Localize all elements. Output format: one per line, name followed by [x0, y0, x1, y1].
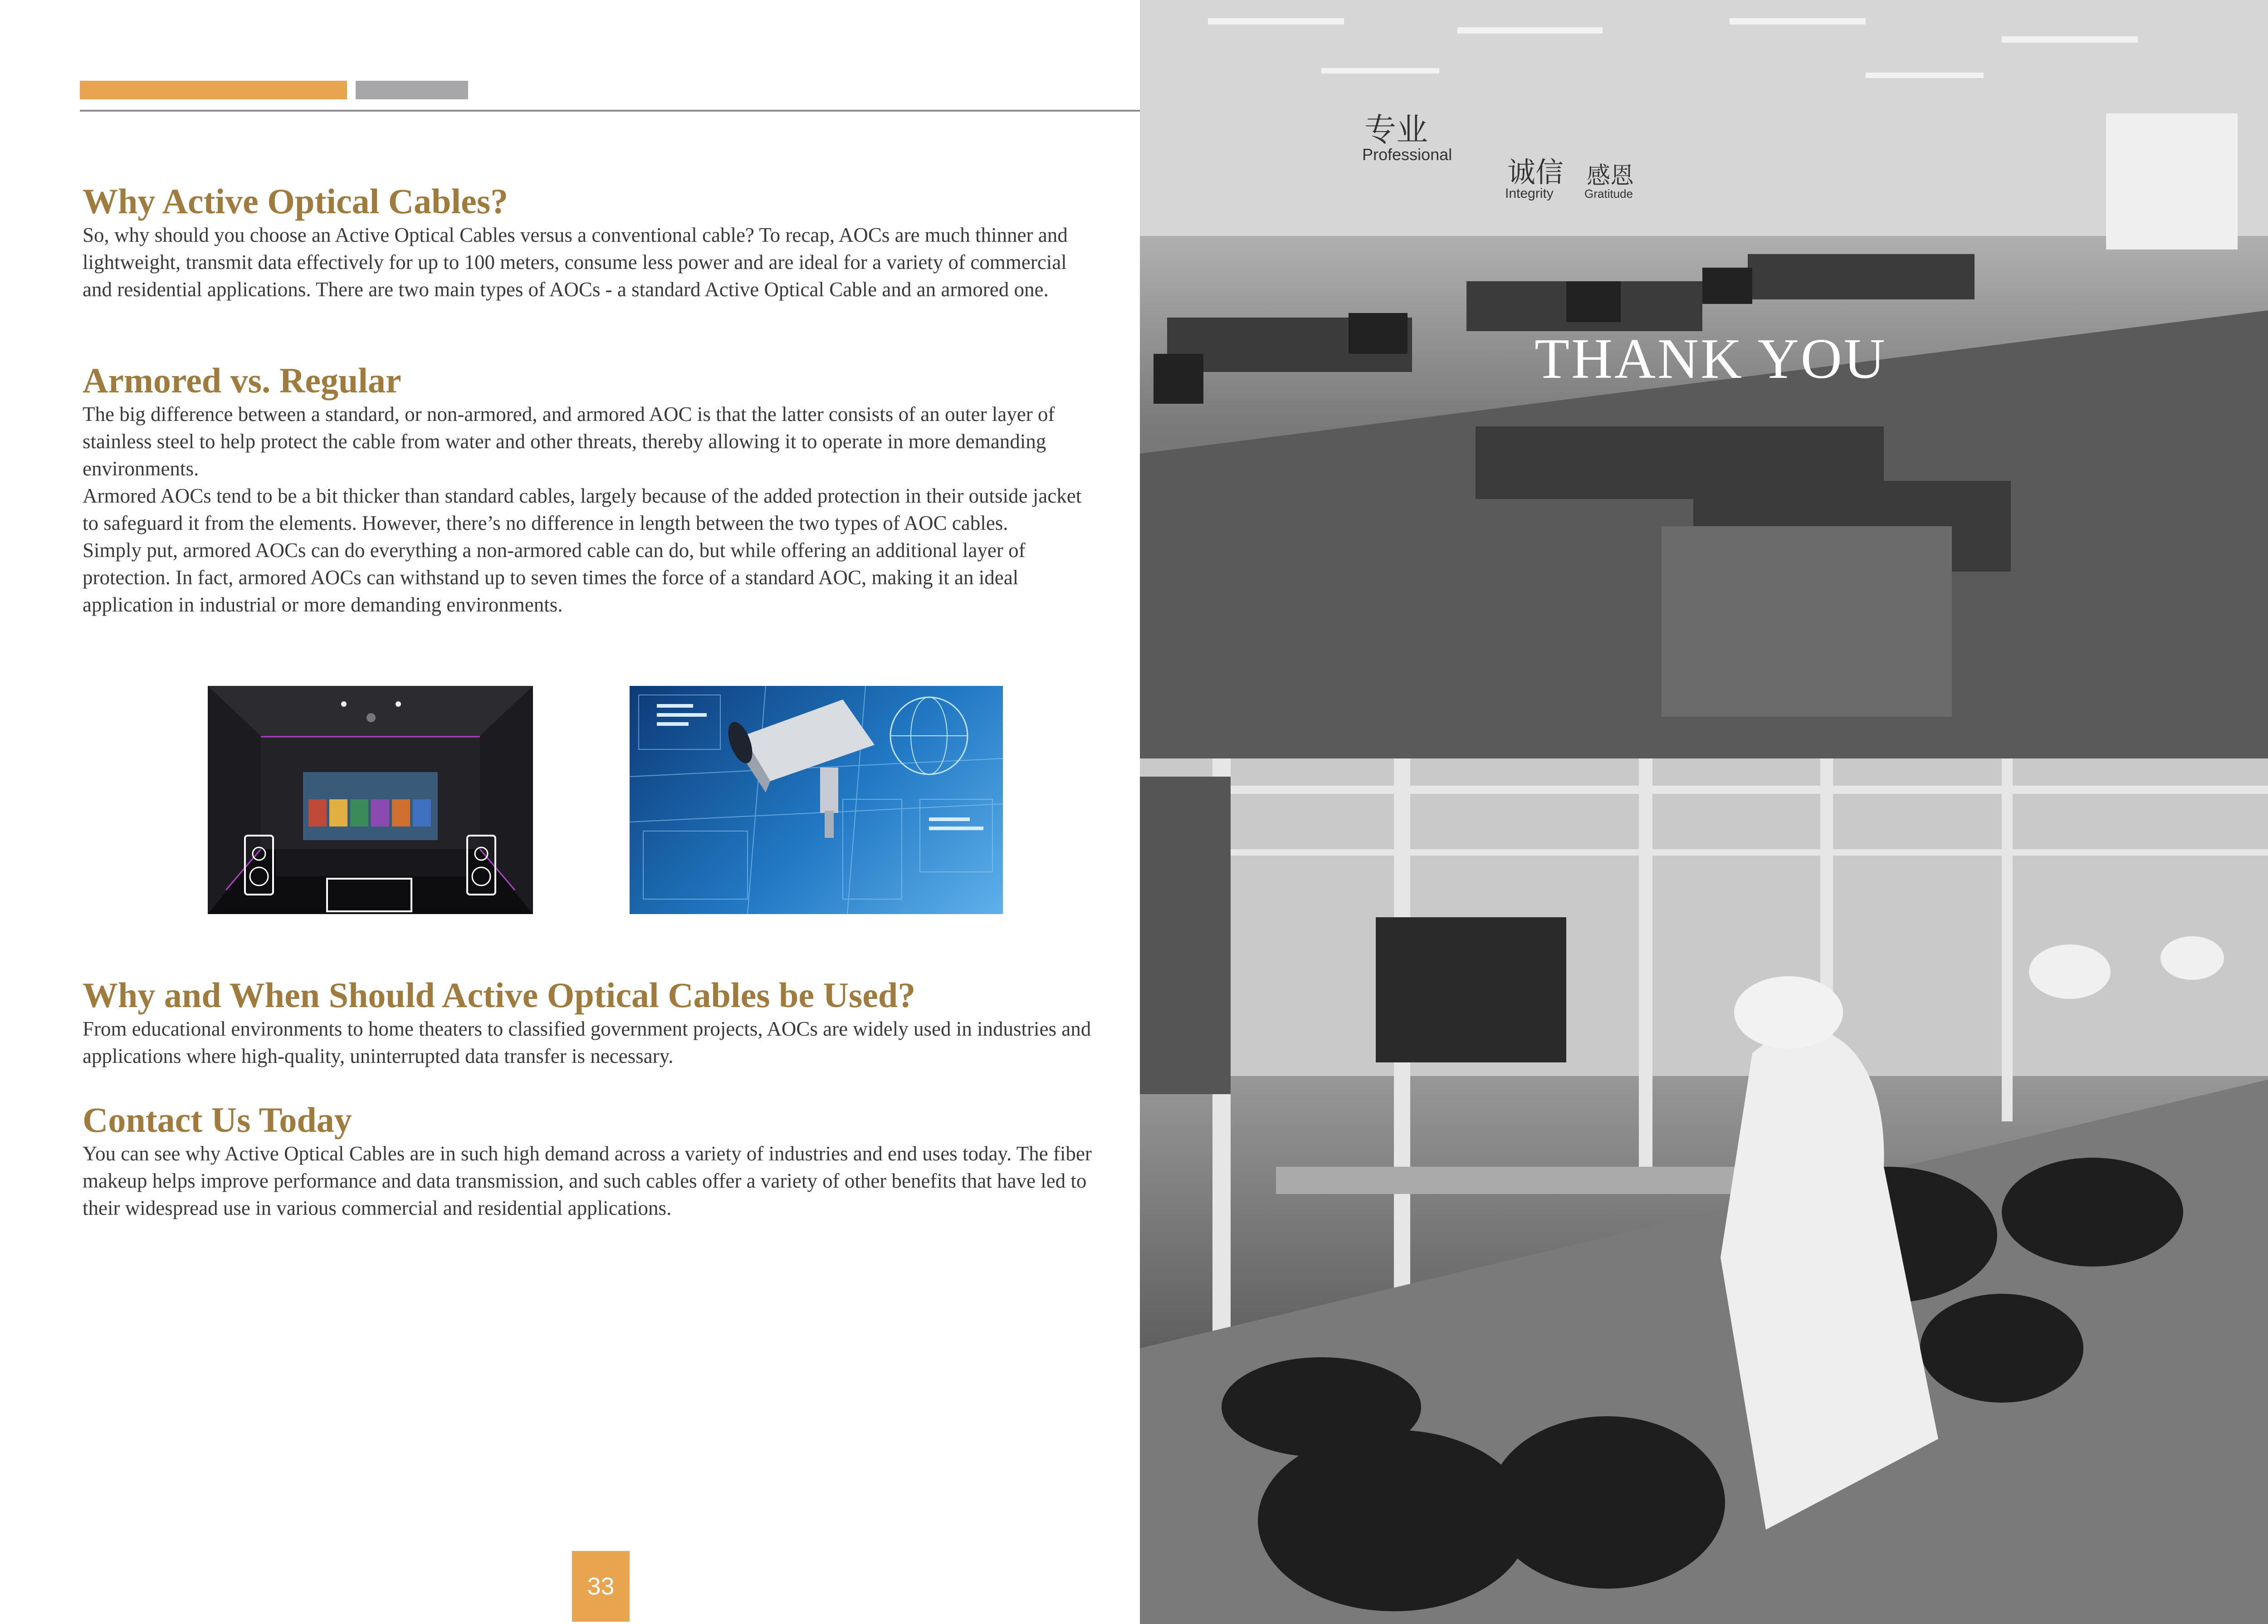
wall-sign: Gratitude	[1584, 187, 1633, 201]
section-body: From educational environments to home theaters to classified government projects, AOCs are widely used in industries and applications where high-quality, uninterrupted data transfer is necessary.	[83, 1017, 1091, 1067]
wall-sign: 诚信	[1507, 157, 1564, 188]
wall-sign: 感恩	[1587, 163, 1634, 189]
section-heading: Why Active Optical Cables?	[83, 181, 508, 221]
header-accent-bar-orange	[80, 81, 347, 99]
surveillance-image	[630, 686, 1003, 914]
section-contact	[83, 1100, 1094, 1222]
thank-you-overlay: THANK YOU	[1535, 328, 1887, 391]
section-armored-vs-regular	[83, 361, 1094, 618]
wall-sign: Integrity	[1505, 186, 1554, 201]
section-paragraph: Simply put, armored AOCs can do everything a non-armored cable can do, but while offering an additional layer of protection. In fact, armored AOCs can withstand up to seven times the force of a standard AOC, making it an ideal application in industrial or more demanding environments.	[83, 539, 1026, 616]
section-paragraph: The big difference between a standard, or non-armored, and armored AOC is that the latter consists of an outer layer of stainless steel to help protect the cable from water and other threats, thereby allowing it to operate in more demanding environments.	[83, 403, 1055, 480]
office-photo	[1140, 0, 2268, 758]
section-body: So, why should you choose an Active Optical Cables versus a conventional cable? To recap, AOCs are much thinner and lightweight, transmit data effectively for up to 100 meters, consume less power and are ideal for a variety of commercial and residential applications. There are two main types of AOCs - a standard Active Optical Cable and an armored one.	[83, 224, 1068, 301]
header-accent-bar-gray	[356, 81, 468, 99]
section-paragraph: Armored AOCs tend to be a bit thicker than standard cables, largely because of the added protection in their outside jacket to safeguard it from the elements. However, there’s no difference in length between the two types of AOC cables.	[83, 484, 1082, 534]
section-body: You can see why Active Optical Cables are in such high demand across a variety of industries and end uses today. The fiber makeup helps improve performance and data transmission, and such cables offer a variety of other benefits that have led to their widespread use in various commercial and residential applications.	[83, 1142, 1092, 1219]
home-theater-image	[208, 686, 533, 914]
section-why-aoc	[83, 181, 1094, 303]
page-number: 33	[572, 1551, 630, 1622]
wall-sign: 专业	[1364, 112, 1428, 147]
section-heading: Why and When Should Active Optical Cables be Used?	[83, 975, 916, 1015]
section-heading: Armored vs. Regular	[83, 361, 401, 400]
wall-sign: Professional	[1362, 145, 1452, 164]
section-why-when	[83, 975, 1094, 1070]
header-divider	[80, 110, 1140, 112]
section-heading: Contact Us Today	[83, 1100, 352, 1140]
factory-photo	[1140, 758, 2268, 1624]
